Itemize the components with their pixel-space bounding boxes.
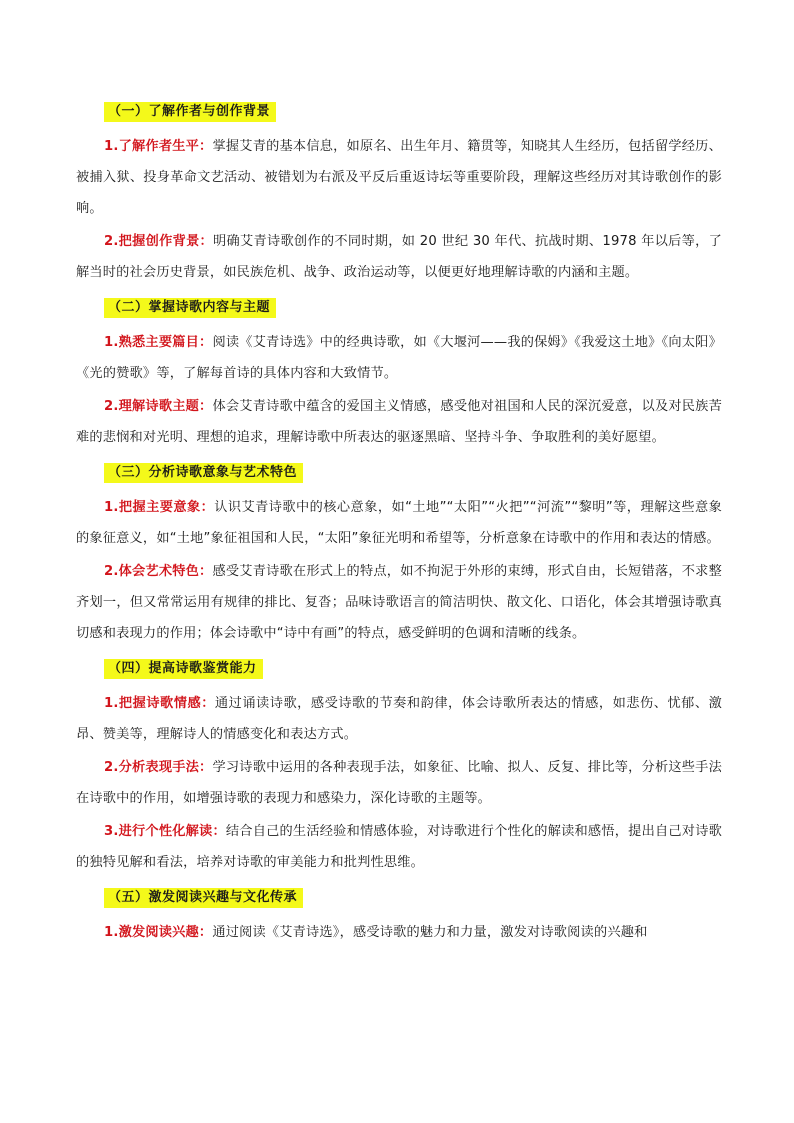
- section-heading: （二）掌握诗歌内容与主题: [104, 298, 276, 318]
- paragraph: [76, 226, 722, 288]
- section-heading: （一）了解作者与创作背景: [104, 102, 276, 122]
- item-text: 阅读《艾青诗选》中的经典诗歌，如《大堰河——我的保姆》《我爱这土地》《向太阳》《光的赞歌》等，了解每首诗的具体内容和大致情节。: [76, 335, 722, 381]
- item-lead: 1.了解作者生平：: [104, 139, 213, 154]
- paragraph: [76, 752, 722, 814]
- item-text: 感受艾青诗歌在形式上的特点，如不拘泥于外形的束缚，形式自由，长短错落，不求整齐划一，但又常常运用有规律的排比、复沓；品味诗歌语言的简洁明快、散文化、口语化，体会其增强诗歌真切感和表现力的作用；体会诗歌中“诗中有画”的特点，感受鲜明的色调和清晰的线条。: [76, 564, 722, 641]
- paragraph: [76, 556, 722, 649]
- item-text: 结合自己的生活经验和情感体验，对诗歌进行个性化的解读和感悟，提出自己对诗歌的独特见解和看法，培养对诗歌的审美能力和批判性思维。: [76, 824, 722, 870]
- section-3: [76, 461, 722, 649]
- item-lead: 1.把握主要意象：: [104, 500, 215, 515]
- item-lead: 2.把握创作背景：: [104, 234, 214, 249]
- item-text: 体会艾青诗歌中蕴含的爱国主义情感，感受他对祖国和人民的深沉爱意，以及对民族苦难的悲悯和对光明、理想的追求，理解诗歌中所表达的驱逐黑暗、坚持斗争、争取胜利的美好愿望。: [76, 399, 722, 445]
- paragraph: [76, 688, 722, 750]
- paragraph: [76, 492, 722, 554]
- item-lead: 1.把握诗歌情感：: [104, 696, 215, 711]
- section-5: [76, 886, 722, 948]
- item-lead: 2.分析表现手法：: [104, 760, 213, 775]
- document-body: [76, 100, 722, 950]
- item-text: 明确艾青诗歌创作的不同时期，如 20 世纪 30 年代、抗战时期、1978 年以后等，了解当时的社会历史背景，如民族危机、战争、政治运动等，以便更好地理解诗歌的内涵和主题。: [76, 234, 722, 280]
- paragraph: [76, 816, 722, 878]
- section-1: [76, 100, 722, 288]
- item-lead: 1.激发阅读兴趣：: [104, 925, 213, 940]
- section-heading: （五）激发阅读兴趣与文化传承: [104, 888, 303, 908]
- item-lead: 1.熟悉主要篇目：: [104, 335, 213, 350]
- item-lead: 2.理解诗歌主题：: [104, 399, 213, 414]
- paragraph: [76, 917, 722, 948]
- section-heading: （三）分析诗歌意象与艺术特色: [104, 463, 303, 483]
- item-text: 学习诗歌中运用的各种表现手法，如象征、比喻、拟人、反复、排比等，分析这些手法在诗歌中的作用，如增强诗歌的表现力和感染力，深化诗歌的主题等。: [76, 760, 722, 806]
- item-text: 通过诵读诗歌，感受诗歌的节奏和韵律，体会诗歌所表达的情感，如悲伤、忧郁、激昂、赞美等，理解诗人的情感变化和表达方式。: [76, 696, 722, 742]
- paragraph: [76, 391, 722, 453]
- item-lead: 3.进行个性化解读：: [104, 824, 226, 839]
- section-heading: （四）提高诗歌鉴赏能力: [104, 659, 263, 679]
- paragraph: [76, 131, 722, 224]
- item-text: 认识艾青诗歌中的核心意象，如“土地”“太阳”“火把”“河流”“黎明”等，理解这些意象的象征意义，如“土地”象征祖国和人民，“太阳”象征光明和希望等，分析意象在诗歌中的作用和表达的情感。: [76, 500, 722, 546]
- item-text: 通过阅读《艾青诗选》，感受诗歌的魅力和力量，激发对诗歌阅读的兴趣和: [212, 925, 648, 940]
- section-2: [76, 296, 722, 453]
- section-4: [76, 657, 722, 878]
- item-lead: 2.体会艺术特色：: [104, 564, 213, 579]
- item-text: 掌握艾青的基本信息，如原名、出生年月、籍贯等，知晓其人生经历，包括留学经历、被捕入狱、投身革命文艺活动、被错划为右派及平反后重返诗坛等重要阶段，理解这些经历对其诗歌创作的影响。: [76, 139, 722, 216]
- paragraph: [76, 327, 722, 389]
